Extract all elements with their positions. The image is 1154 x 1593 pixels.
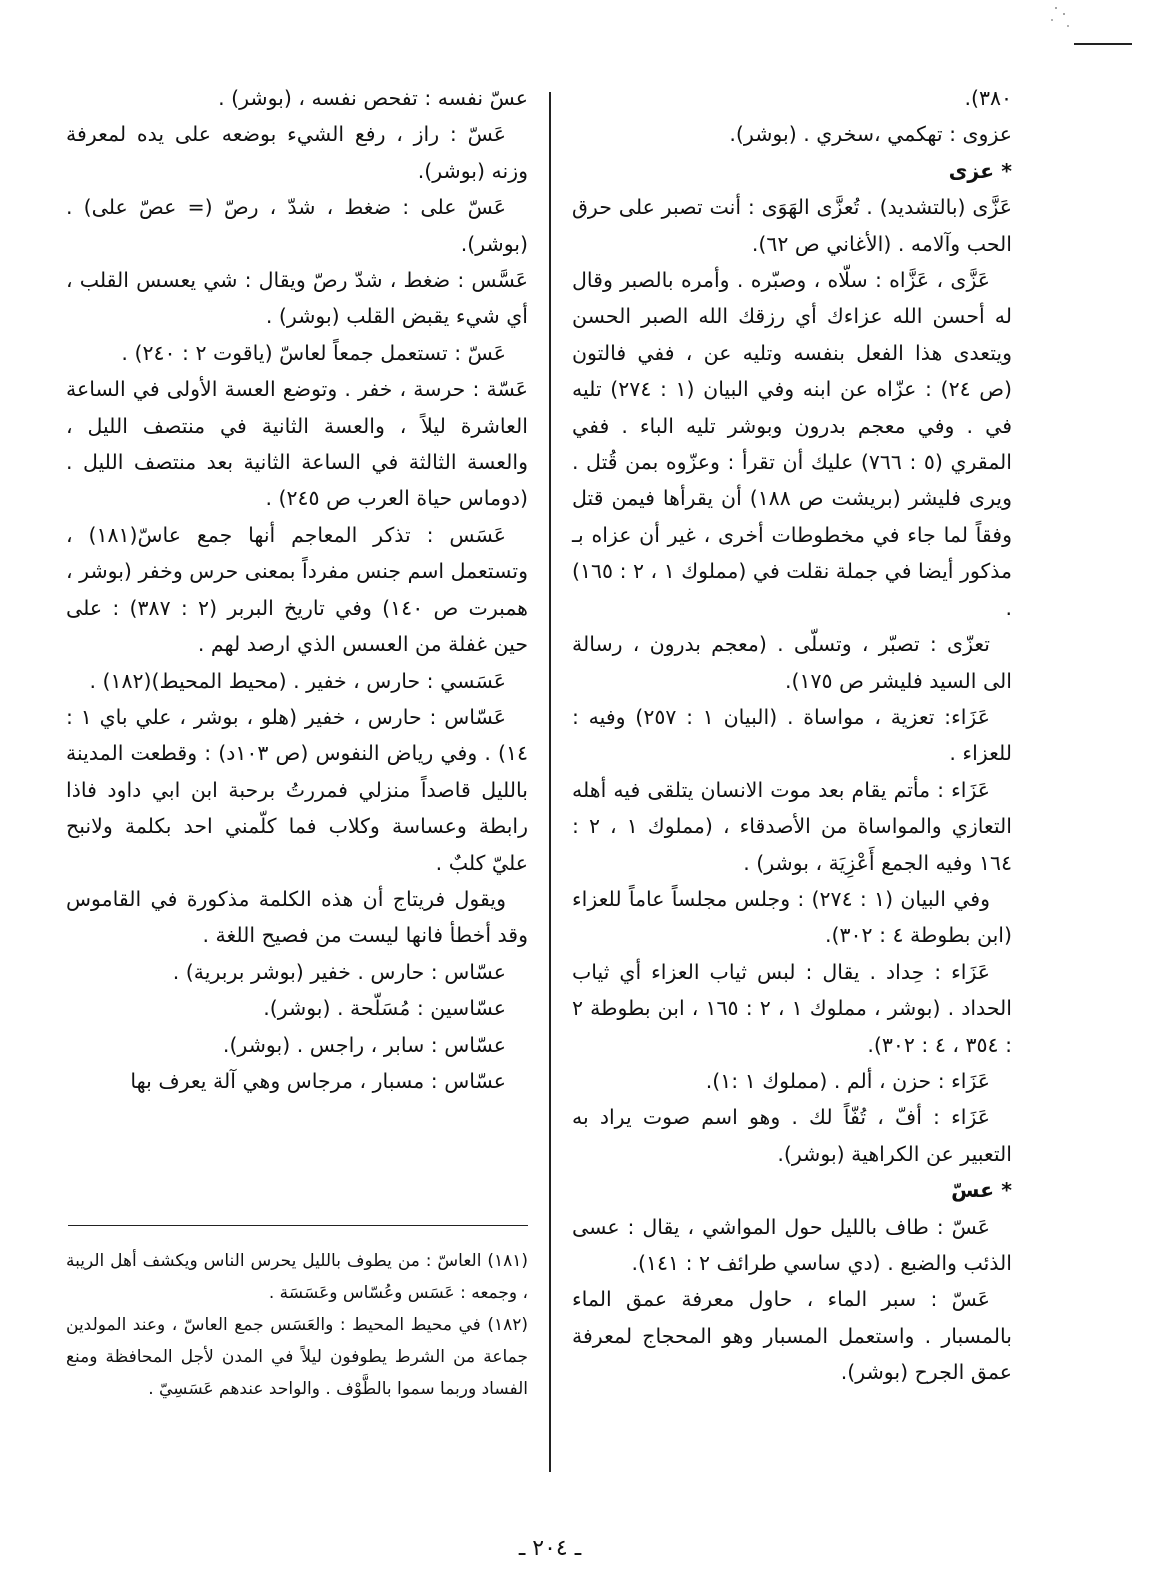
page-number: ـ ٢٠٤ ـ [518, 1536, 582, 1561]
footnote: (١٨٢) في محيط المحيط : والعَسَس جمع العاسّ ، وعند المولدين جماعة من الشرط يطوفون ليلاً في المدن لأجل المحافظة ومنع الفساد وربما سموا بالطَّوْف . والواحد عندهم عَسَسِيّ . [66, 1315, 528, 1399]
right-column [572, 80, 1012, 1391]
dictionary-entry: عسّاس : مسبار ، مرجاس وهي آلة يعرف بها [130, 1068, 506, 1093]
left-column [66, 80, 528, 1099]
dictionary-entry: عَسّ على : ضغط ، شدّ ، رصّ (= عصّ على) . (بوشر). [66, 195, 528, 256]
dictionary-entry: عَزَّى ، عَزَّاه : سلّاه ، وصبّره . وأمره بالصبر وقال له أحسن الله عزاءك أي رزقك الله الصبر الحسن ويتعدى هذا الفعل بنفسه وتليه عن ، ففي فالتون (ص ٢٤) : عزّاه عن ابنه وفي البيان (١ : ٢٧٤) تليه في . وفي معجم بدرون وبوشر تليه الباء . ففي المقري (٥ : ٧٦٦) عليك أن تقرأ : وعزّوه بمن قُتل . ويرى فليشر (بريشت ص ١٨٨) أن يقرأها فيمن قتل وفقاً لما جاء في مخطوطات أخرى ، غير أن عزاه بـ مذكور أيضا في جملة نقلت في (مملوك ١ ، ٢ : ١٦٥) . [572, 268, 1012, 620]
dictionary-entry: عَسّ : طاف بالليل حول المواشي ، يقال : عسى الذئب والضبع . (دي ساسي طرائف ٢ : ١٤١). [572, 1214, 1012, 1275]
dictionary-entry: عَسَس : تذكر المعاجم أنها جمع عاسّ(١٨١) ، وتستعمل اسم جنس مفرداً بمعنى حرس وخفر (بوشر ، همبرت ص ١٤٠) وفي تاريخ البربر (٢ : ٣٨٧) : على حين غفلة من العسس الذي ارصد لهم . [66, 522, 528, 657]
dictionary-entry: عَزَاء : مأتم يقام بعد موت الانسان يتلقى فيه أهله التعازي والمواساة من الأصدقاء ، (مملوك ١ ، ٢ : ١٦٤ وفيه الجمع أَعْزِيَة ، بوشر) . [572, 777, 1012, 875]
dictionary-entry: تعزّى : تصبّر ، وتسلّى . (معجم بدرون ، رسالة الى السيد فليشر ص ١٧٥). [572, 632, 1012, 693]
dictionary-entry: عسّاس : سابر ، راجس . (بوشر). [222, 1032, 506, 1057]
dictionary-entry: عَسّ : سبر الماء ، حاول معرفة عمق الماء بالمسبار . واستعمل المسبار وهو المحجاج لمعرفة عمق الجرح (بوشر). [572, 1287, 1012, 1385]
footnote-rule [68, 1225, 528, 1226]
scan-corner-mark [1036, 0, 1136, 60]
dictionary-entry: وفي البيان (١ : ٢٧٤) : وجلس مجلساً عاماً للعزاء (ابن بطوطة ٤ : ٣٠٢). [572, 886, 1012, 948]
dictionary-entry: عَزَاء : حزن ، ألم . (مملوك ١ :١). [705, 1068, 990, 1093]
footnotes [66, 1245, 528, 1405]
column-divider [549, 92, 551, 1472]
dictionary-entry: عَزَاء: تعزية ، مواساة . (البيان ١ : ٢٥٧) وفيه : للعزاء . [572, 704, 1012, 766]
dictionary-entry: عَسّاس : حارس ، خفير (هلو ، بوشر ، علي باي ١ : ١٤) . وفي رياض النفوس (ص ١٠٣د) : وقطعت المدينة بالليل قاصداً منزلي فمررتُ برحبة ابن ابي داود فاذا رابطة وعساسة وكلاب فما كلّمني احد بكلمة ولانبح عليّ كلبٌ . [66, 704, 528, 875]
dictionary-entry: عزوى : تهكمي ،سخري . (بوشر). [729, 122, 1012, 147]
dictionary-entry: عسّاسين : مُسَلّحة . (بوشر). [263, 996, 506, 1021]
dictionary-entry: عَسَّس : ضغط ، شدّ رصّ ويقال : شي يعسس القلب ، أي شيء يقبض القلب (بوشر) . [66, 268, 528, 329]
dictionary-entry: عَسّة : حرسة ، خفر . وتوضع العسة الأولى في الساعة العاشرة ليلاً ، والعسة الثانية في منتصف الليل ، والعسة الثالثة في الساعة الثانية بعد منتصف الليل . (دوماس حياة العرب ص ٢٤٥) . [66, 377, 528, 511]
dictionary-entry: عَسّ : راز ، رفع الشيء بوضعه على يده لمعرفة وزنه (بوشر). [66, 122, 528, 183]
footnote: (١٨١) العاسّ : من يطوف بالليل يحرس الناس ويكشف أهل الريبة ، وجمعه : عَسَس وعُسّاس وعَسَسَة . [66, 1251, 528, 1303]
dictionary-entry: عسّ نفسه : تفحص نفسه ، (بوشر) . [218, 86, 528, 110]
entry-heading: * عسّ [951, 1178, 1012, 1203]
dictionary-entry: عسّاس : حارس . خفير (بوشر بربرية) . [172, 959, 506, 984]
dictionary-entry: عَزَّى (بالتشديد) . تُعزَّى الهَوَى : أنت تصبر على حرق الحب وآلامه . (الأغاني ص ٦٢). [572, 195, 1012, 256]
entry-heading: * عزى [948, 158, 1012, 183]
dictionary-entry: عَسَسي : حارس ، خفير . (محيط المحيط)(١٨٢) . [89, 668, 506, 693]
dictionary-entry: ويقول فريتاج أن هذه الكلمة مذكورة في القاموس وقد أخطأ فانها ليست من فصيح اللغة . [66, 886, 528, 948]
dictionary-entry: عَزَاء : حِداد . يقال : لبس ثياب العزاء أي ثياب الحداد . (بوشر ، مملوك ١ ، ٢ : ١٦٥ ، ابن بطوطة ٢ : ٣٥٤ ، ٤ : ٣٠٢). [572, 959, 1012, 1057]
dictionary-entry: عَزَاء : أفّ ، تُفّاً لك . وهو اسم صوت يراد به التعبير عن الكراهية (بوشر). [572, 1105, 1012, 1166]
dictionary-entry: ٣٨٠). [964, 86, 1012, 110]
dictionary-entry: عَسّ : تستعمل جمعاً لعاسّ (ياقوت ٢ : ٢٤٠) . [121, 340, 506, 365]
